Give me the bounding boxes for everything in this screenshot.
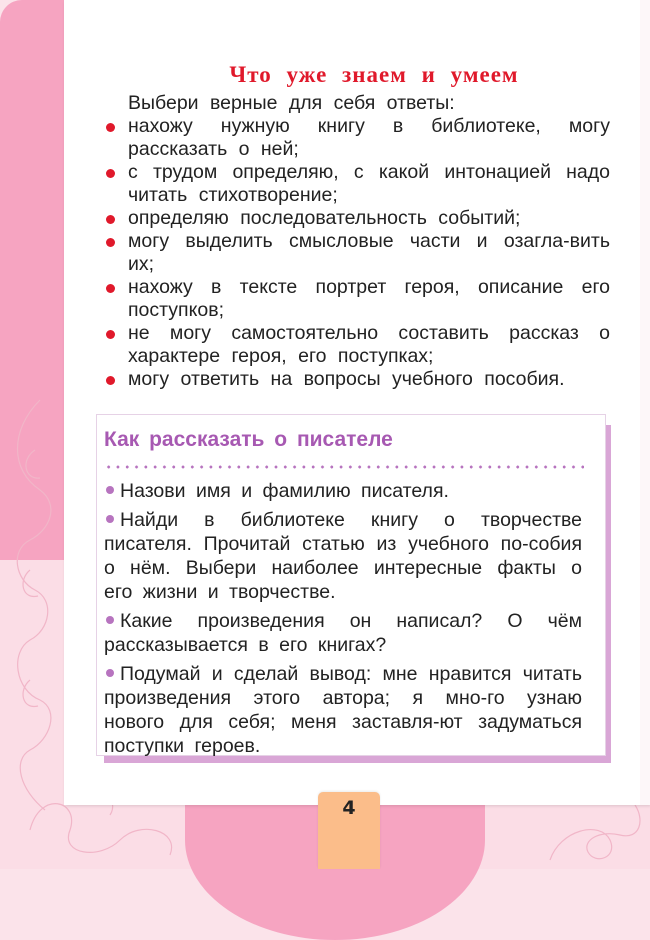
bullet-icon [106,215,115,224]
list-item: нахожу нужную книгу в библиотеке, могу рассказать о ней; [100,115,610,161]
checklist [100,115,610,391]
bullet-icon [106,123,115,132]
ornament-swirl-bottom-right-icon [540,800,650,869]
bullet-icon [106,486,114,494]
list-item: Найди в библиотеке книгу о творчестве писателя. Прочитай статью из учебного по-собия о нём. Выбери наиболее интересные факты о его жизни и творчестве. [104,509,582,603]
list-item: не могу самостоятельно составить рассказ о характере героя, его поступках; [100,322,610,368]
info-box-list [104,479,582,763]
section-what-we-know [100,62,610,391]
bullet-icon [106,169,115,178]
list-item: могу ответить на вопросы учебного пособия. [100,368,610,391]
info-box-title: Как рассказать о писателе [104,428,393,451]
bullet-icon [106,284,115,293]
list-item: Подумай и сделай вывод: мне нравится читать произведения этого автора; я мно-го узнаю нового для себя; меня заставля-ют задуматься поступки героев. [104,663,582,757]
ornament-swirl-left-icon [0,390,70,830]
dotted-divider [104,465,584,469]
list-item: определяю последовательность событий; [100,207,610,230]
list-item: Какие произведения он написал? О чём рассказывается в его книгах? [104,610,582,656]
page-number-tab [318,792,380,869]
bullet-icon [106,669,114,677]
section-intro: Выбери верные для себя ответы: [128,92,455,114]
page-edge [640,0,650,805]
list-item: Назови имя и фамилию писателя. [104,479,582,503]
bullet-icon [106,616,114,624]
list-item: нахожу в тексте портрет героя, описание его поступков; [100,276,610,322]
list-item: с трудом определяю, с какой интонацией надо читать стихотворение; [100,161,610,207]
list-item: могу выделить смысловые части и озагла-вить их; [100,230,610,276]
section-title: Что уже знаем и умеем [229,62,519,87]
bullet-icon [106,515,114,523]
bullet-icon [106,238,115,247]
page-number: 4 [342,797,356,819]
bullet-icon [106,376,115,385]
bullet-icon [106,330,115,339]
